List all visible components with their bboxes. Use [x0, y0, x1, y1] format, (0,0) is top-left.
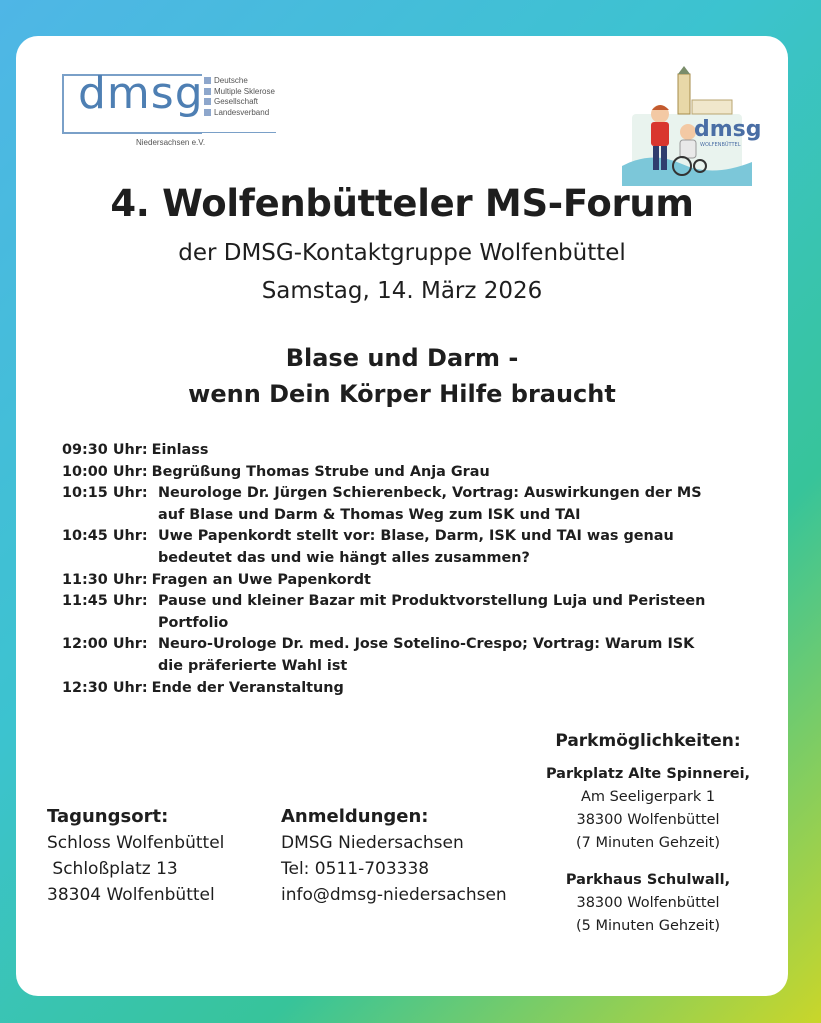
schedule-time: 11:45 Uhr: [62, 593, 148, 610]
schedule-text-block [154, 591, 705, 634]
schedule-text: Ende der Veranstaltung [151, 679, 344, 696]
parking-city: 38300 Wolfenbüttel [576, 812, 720, 828]
schedule-text: Neurologe Dr. Jürgen Schierenbeck, Vortrag: Auswirkungen der MS [158, 485, 702, 502]
parking-walk: (5 Minuten Gehzeit) [575, 918, 721, 934]
art-city: WOLFENBÜTTEL [700, 142, 741, 148]
venue-heading: Tagungsort: [47, 806, 169, 827]
venue-line: Schloßplatz 13 [47, 859, 178, 879]
registration-email[interactable]: info@dmsg-niedersachsen [281, 885, 507, 905]
schedule-item [62, 440, 762, 462]
schedule-item [62, 462, 762, 484]
schedule-text-cont: Portfolio [158, 614, 229, 631]
logo-rule [64, 132, 276, 133]
schedule-text-cont: bedeutet das und wie hängt alles zusammen? [158, 549, 530, 566]
registration-heading: Anmeldungen: [281, 806, 429, 827]
schedule-time: 12:30 Uhr: [62, 679, 148, 696]
page-subtitle: der DMSG-Kontaktgruppe Wolfenbüttel [178, 240, 626, 266]
schedule-time: 12:00 Uhr: [62, 636, 148, 653]
page-title: 4. Wolfenbütteler MS-Forum [110, 182, 694, 225]
logo-line: Multiple Sklerose [204, 87, 275, 98]
schedule-item [62, 634, 762, 677]
schedule-item [62, 570, 762, 592]
schedule-text: Pause und kleiner Bazar mit Produktvorstellung Luja und Peristeen [158, 593, 706, 610]
schedule-text: Uwe Papenkordt stellt vor: Blase, Darm, ISK und TAI was genau [158, 528, 674, 545]
topic-line: Blase und Darm - [285, 344, 519, 372]
venue-line: Schloss Wolfenbüttel [47, 833, 225, 853]
mascot-illustration-icon [622, 66, 762, 186]
schedule-text-cont: auf Blase und Darm & Thomas Weg zum ISK und TAI [158, 506, 581, 523]
schedule-item [62, 678, 762, 700]
logo-brand: dmsg [78, 68, 204, 119]
registration-org: DMSG Niedersachsen [281, 833, 464, 853]
schedule-text-block [154, 526, 674, 569]
parking-walk: (7 Minuten Gehzeit) [575, 835, 721, 851]
parking-name: Parkhaus Schulwall, [565, 872, 731, 888]
schedule-item [62, 483, 762, 526]
schedule-text-block [154, 483, 702, 526]
schedule-text: Neuro-Urologe Dr. med. Jose Sotelino-Crespo; Vortrag: Warum ISK [158, 636, 695, 653]
schedule-time: 10:45 Uhr: [62, 528, 148, 545]
schedule-item [62, 591, 762, 634]
schedule-time: 11:30 Uhr: [62, 571, 148, 588]
topic-line: wenn Dein Körper Hilfe braucht [188, 380, 616, 408]
logo-line: Landesverband [204, 108, 275, 119]
logo-region: Niedersachsen e.V. [136, 138, 206, 147]
logo-line: Gesellschaft [204, 97, 275, 108]
art-brand: dmsg [694, 117, 762, 142]
parking-block [526, 730, 770, 938]
schedule-text-block [154, 634, 694, 677]
schedule-text: Begrüßung Thomas Strube und Anja Grau [151, 463, 490, 480]
schedule-time: 09:30 Uhr: [62, 442, 148, 458]
event-date: Samstag, 14. März 2026 [261, 278, 543, 304]
schedule-list [62, 440, 762, 699]
registration-phone[interactable]: Tel: 0511-703338 [281, 859, 430, 879]
parking-name: Parkplatz Alte Spinnerei, [545, 766, 751, 782]
dmsg-logo [62, 68, 292, 184]
topic-heading [16, 340, 788, 412]
logo-lines [204, 76, 275, 118]
schedule-item [62, 526, 762, 569]
schedule-time: 10:00 Uhr: [62, 463, 148, 480]
schedule-text: Einlass [151, 442, 209, 458]
registration-block [281, 804, 507, 908]
schedule-text-cont: die präferierte Wahl ist [158, 657, 348, 674]
schedule-time: 10:15 Uhr: [62, 485, 148, 502]
parking-heading: Parkmöglichkeiten: [555, 731, 741, 751]
flyer-card [16, 36, 788, 996]
schedule-text: Fragen an Uwe Papenkordt [151, 571, 371, 588]
parking-city: 38300 Wolfenbüttel [576, 895, 720, 911]
venue-line: 38304 Wolfenbüttel [47, 885, 215, 905]
logo-line: Deutsche [204, 76, 275, 87]
venue-block [47, 804, 224, 908]
parking-street: Am Seeligerpark 1 [580, 789, 716, 805]
